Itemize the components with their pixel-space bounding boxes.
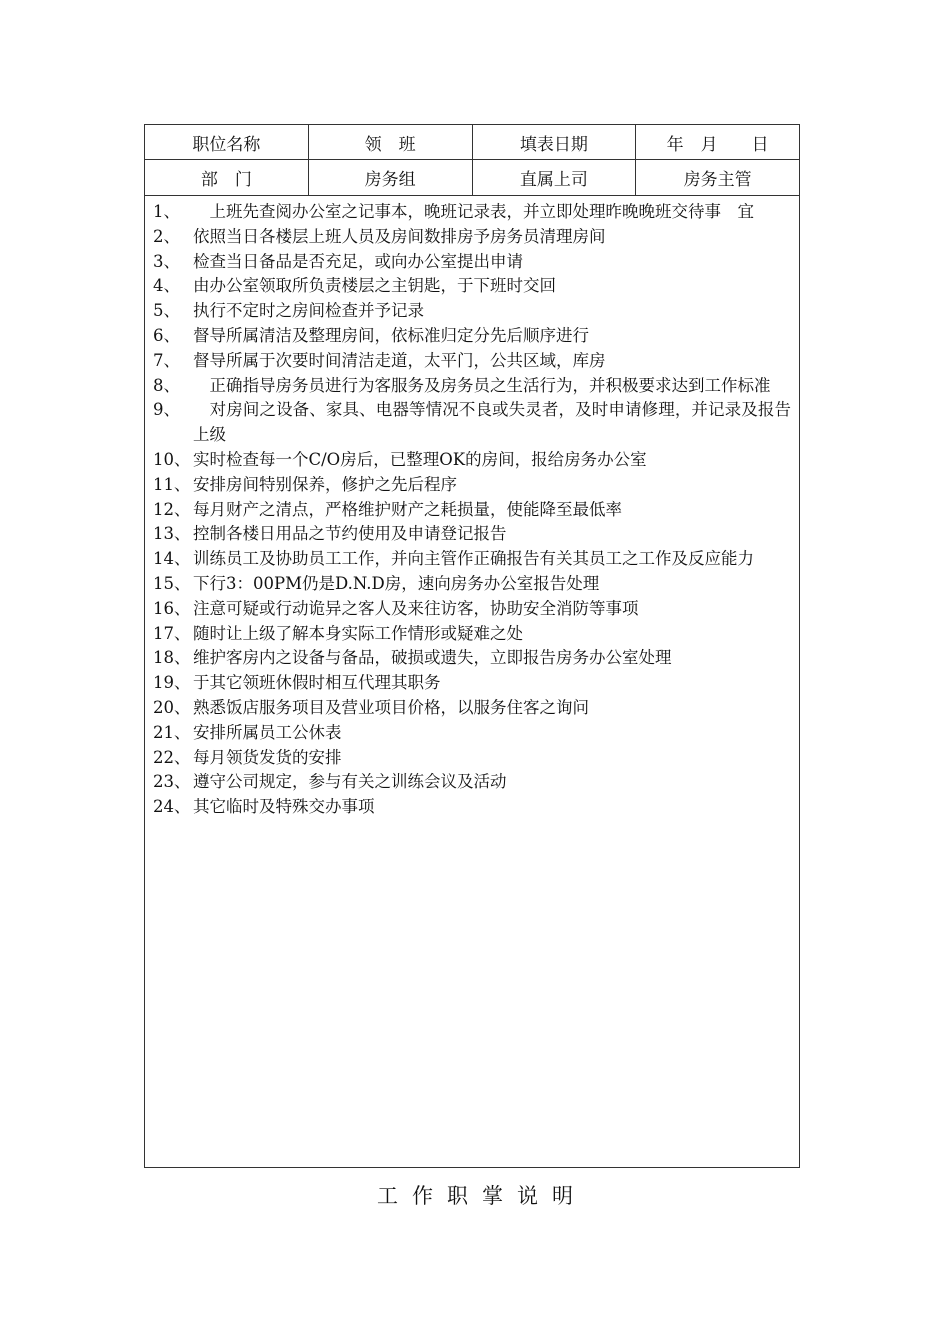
list-item [153,572,791,597]
duty-text: 于其它领班休假时相互代理其职务 [193,673,441,693]
duty-text: 正确指导房务员进行为客服务及房务员之生活行为，并积极要求达到工作标准 [193,375,771,395]
duty-text: 执行不定时之房间检查并予记录 [193,301,424,321]
duty-text: 安排所属员工公休表 [193,722,342,742]
list-item [153,274,791,299]
duty-number: 17、 [153,623,191,643]
list-item [153,646,791,671]
duty-number: 4、 [153,276,180,296]
list-item [153,746,791,771]
duty-text: 安排房间特别保养，修护之先后程序 [193,474,457,494]
duty-number: 18、 [153,648,191,668]
duty-number: 3、 [153,251,180,271]
list-item [153,473,791,498]
header-row-position [145,125,799,160]
duty-text: 实时检查每一个C/O房后，已整理OK的房间，报给房务办公室 [193,449,647,469]
duty-number: 19、 [153,673,191,693]
duty-text: 督导所属于次要时间清洁走道，太平门，公共区域，库房 [193,350,606,370]
duty-number: 24、 [153,797,191,817]
job-description-form [144,124,800,1168]
department-label: 部 门 [145,160,309,195]
list-item [153,374,791,399]
duty-number: 14、 [153,549,191,569]
position-title-value: 领 班 [309,125,473,159]
list-item [153,200,791,225]
header-row-department [145,160,799,196]
list-item [153,671,791,696]
list-item [153,597,791,622]
duty-number: 22、 [153,747,191,767]
department-value: 房务组 [309,160,473,195]
list-item [153,250,791,275]
duty-text: 熟悉饭店服务项目及营业项目价格，以服务住客之询问 [193,697,589,717]
duty-number: 20、 [153,697,191,717]
duty-text: 随时让上级了解本身实际工作情形或疑难之处 [193,623,523,643]
duty-number: 13、 [153,524,191,544]
duty-number: 5、 [153,301,180,321]
duty-text: 下行3：00PM仍是D.N.D房，速向房务办公室报告处理 [193,573,600,593]
duty-text: 维护客房内之设备与备品，破损或遗失，立即报告房务办公室处理 [193,648,672,668]
list-item [153,622,791,647]
position-title-label: 职位名称 [145,125,309,159]
duty-text: 其它临时及特殊交办事项 [193,797,375,817]
duty-text: 上班先查阅办公室之记事本，晚班记录表，并立即处理昨晚晚班交待事 宜 [193,202,754,221]
duty-number: 21、 [153,722,191,742]
duty-text: 控制各楼日用品之节约使用及申请登记报告 [193,524,507,544]
duty-text: 每月财产之清点，严格维护财产之耗损量，使能降至最低率 [193,499,622,519]
fill-date-value: 年 月 日 [666,134,769,155]
duty-number: 15、 [153,573,191,593]
list-item [153,398,791,448]
direct-superior-value: 房务主管 [683,170,752,190]
duty-text: 督导所属清洁及整理房间，依标准归定分先后顺序进行 [193,325,589,345]
list-item [153,795,791,820]
list-item [153,721,791,746]
list-item [153,349,791,374]
duty-number: 16、 [153,598,191,618]
duty-number: 9、 [153,400,180,420]
direct-superior-label: 直属上司 [473,160,637,195]
duty-text: 训练员工及协助员工工作，并向主管作正确报告有关其员工之工作及反应能力 [193,549,754,569]
duty-text: 注意可疑或行动诡异之客人及来往访客，协助安全消防等事项 [193,598,639,618]
duty-text: 遵守公司规定，参与有关之训练会议及活动 [193,772,507,792]
duty-number: 8、 [153,375,180,395]
list-item [153,547,791,572]
duty-number: 11、 [153,474,191,494]
duty-number: 10、 [153,449,191,469]
duty-text: 检查当日备品是否充足，或向办公室提出申请 [193,251,523,271]
list-item [153,498,791,523]
duty-number: 23、 [153,772,191,792]
list-item [153,448,791,473]
duty-number: 6、 [153,325,180,345]
duty-number: 12、 [153,499,191,519]
list-item [153,770,791,795]
duty-text: 由办公室领取所负责楼层之主钥匙，于下班时交回 [193,276,556,296]
document-title: 工作职掌说明 [377,1184,587,1208]
list-item [153,225,791,250]
duty-text: 每月领货发货的安排 [193,747,342,767]
list-item [153,324,791,349]
duty-text: 对房间之设备、家具、电器等情况不良或失灵者，及时申请修理，并记录及报告上级 [193,400,791,445]
fill-date-label: 填表日期 [473,125,637,159]
duties-list [145,196,799,820]
duty-text: 依照当日各楼层上班人员及房间数排房予房务员清理房间 [193,226,606,246]
list-item [153,299,791,324]
list-item [153,522,791,547]
duty-number: 7、 [153,350,180,370]
duty-number: 1、 [153,202,180,221]
list-item [153,696,791,721]
duty-number: 2、 [153,226,180,246]
